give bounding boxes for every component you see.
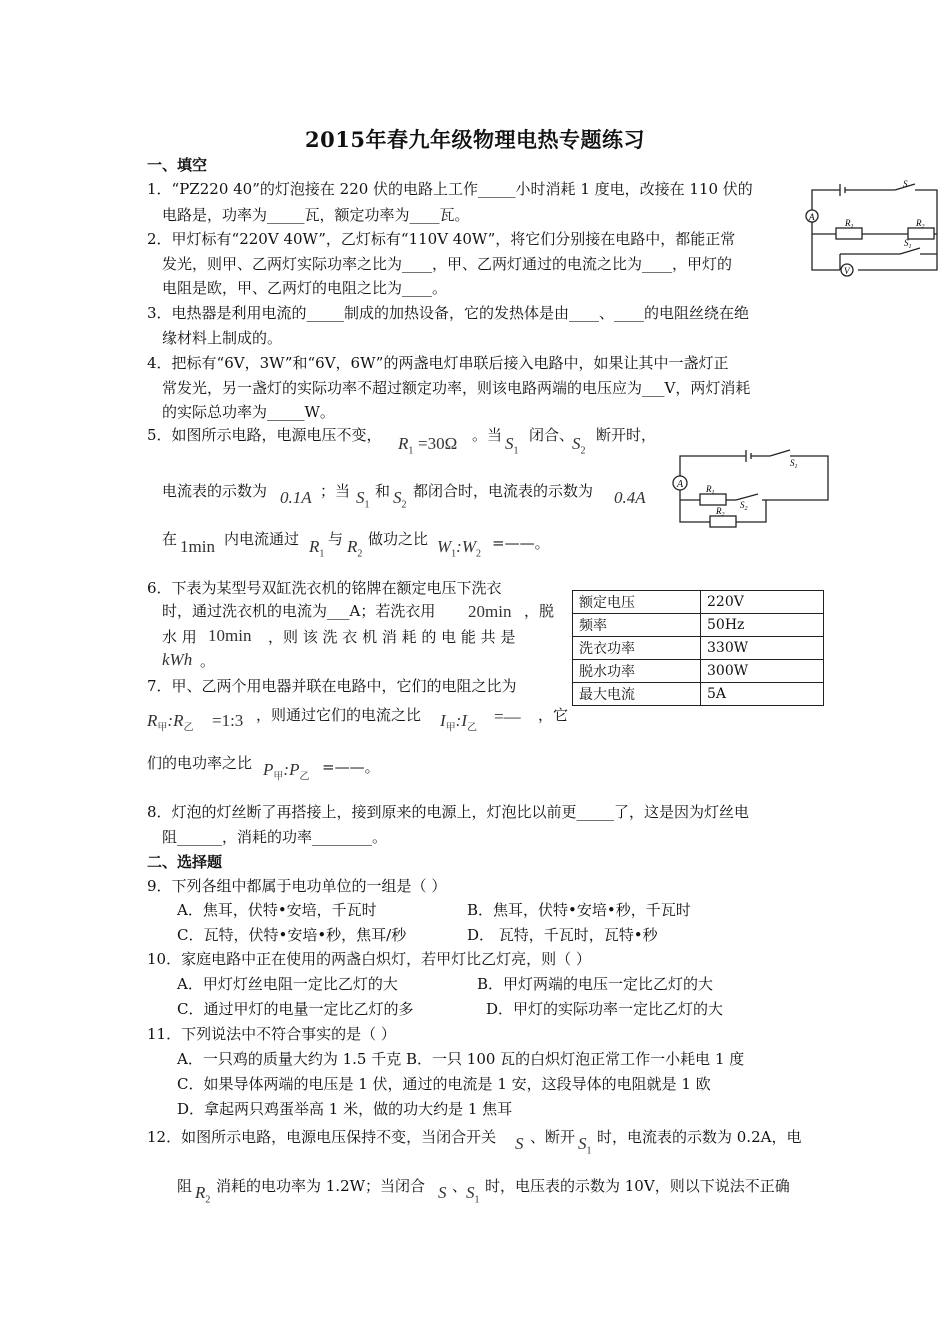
q4-line1: 4．把标有“6V，3W”和“6V，6W”的两盏电灯串联后接入电路中，如果让其中一盏灯正	[147, 354, 729, 372]
switch-s1-label: $S_1$	[904, 238, 912, 250]
q5-text-l: 做功之比	[368, 530, 429, 548]
q5-r1: $R_1$	[398, 434, 414, 457]
q5-r1-value: =30Ω	[418, 434, 458, 453]
ammeter-label-2: A	[677, 479, 684, 490]
spec-row	[573, 614, 824, 637]
q12-text-b: 、断开	[530, 1128, 576, 1146]
q9-stem: 9．下列各组中都属于电功单位的一组是（ ）	[147, 877, 447, 895]
q7-line1: 7．甲、乙两个用电器并联在电路中，它们的电阻之比为	[147, 677, 517, 695]
spec-value: 220V	[701, 591, 824, 614]
q5-r2: $R_2$	[347, 537, 363, 560]
resistor-r2-label: $R_2$	[916, 218, 925, 230]
q11-stem: 11．下列说法中不符合事实的是（ ）	[147, 1025, 396, 1043]
q5-text-d: 断开时，	[596, 426, 657, 444]
q6-line1: 6．下表为某型号双缸洗衣机的铭牌在额定电压下洗衣	[147, 579, 502, 597]
q6-spin-time: 10min	[208, 626, 252, 645]
q8-line1: 8．灯泡的灯丝断了再搭接上，接到原来的电源上，灯泡比以前更_____了，这是因为灯丝电	[147, 803, 750, 821]
q5-text-m: =——。	[492, 534, 550, 552]
spec-label: 额定电压	[573, 591, 701, 614]
spec-row	[573, 660, 824, 683]
q6-line2a: 时，通过洗衣机的电流为___A；若洗衣用	[162, 602, 436, 620]
q2-line1: 2．甲灯标有“220V 40W”，乙灯标有“110V 40W”，将它们分别接在电路中，都能正常	[147, 230, 736, 248]
q5-current2: 0.4A	[614, 488, 646, 507]
q8-line2: 阻______，消耗的功率________。	[162, 828, 388, 846]
q7-power-ratio: $P_甲:P_乙$	[263, 760, 310, 783]
q12-text-c: 时，电流表的示数为 0.2A，电	[597, 1128, 802, 1146]
q5-text-f: ；当	[320, 482, 351, 500]
switch-s2-label-2: $S_2$	[740, 500, 748, 512]
q12-text-d: 阻	[177, 1177, 193, 1195]
q12-s-b: S	[438, 1183, 447, 1202]
spec-value: 5A	[701, 683, 824, 706]
q7-line2: ，则通过它们的电流之比	[256, 706, 422, 724]
q5-current1: 0.1A	[280, 488, 312, 507]
q5-time: 1min	[180, 537, 215, 556]
circuit-diagram-1	[800, 179, 948, 278]
q5-s1b: $S_1$	[356, 488, 370, 511]
q7-power-blank: =——。	[322, 758, 380, 776]
q7-resistance-ratio: $R_甲:R_乙$	[147, 711, 194, 734]
q11-option-c: C．如果导体两端的电压是 1 伏，通过的电流是 1 安，这段导体的电阻就是 1 欧	[177, 1075, 711, 1093]
q5-r1b: $R_1$	[309, 537, 325, 560]
page-title: 2015年春九年级物理电热专题练习	[305, 127, 645, 152]
section-heading-choice: 二、选择题	[147, 853, 223, 871]
spec-value: 50Hz	[701, 614, 824, 637]
q6-line3c: ，则 该 洗 衣 机 消 耗 的 电 能 共 是	[268, 628, 516, 646]
spec-value: 300W	[701, 660, 824, 683]
q11-option-d: D．拿起两只鸡蛋举高 1 米，做的功大约是 1 焦耳	[177, 1100, 513, 1118]
q5-text-h: 都闭合时，电流表的示数为	[413, 482, 594, 500]
q9-option-c: C．瓦特，伏特•安培•秒，焦耳/秒	[177, 926, 407, 944]
q5-text-a: 5．如图所示电路，电源电压不变，	[147, 426, 382, 444]
resistor-r2-label-2: $R_2$	[716, 506, 725, 518]
circuit-diagram-2	[666, 446, 834, 530]
q1-line2: 电路是，功率为_____瓦，额定功率为____瓦。	[162, 206, 470, 224]
q5-s1: $S_1$	[505, 434, 519, 457]
q5-text-i: 在	[162, 530, 178, 548]
q5-s2b: $S_2$	[393, 488, 407, 511]
q2-line2: 发光，则甲、乙两灯实际功率之比为____，甲、乙两灯通过的电流之比为____，甲灯的	[162, 255, 733, 273]
q12-r2: $R_2$	[195, 1183, 211, 1206]
spec-label: 脱水功率	[573, 660, 701, 683]
q7-line3: 们的电功率之比	[147, 754, 253, 772]
q7-current-blank: =—	[494, 707, 521, 726]
switch-s-label: S	[903, 179, 908, 189]
ammeter-label: A	[809, 212, 815, 222]
q10-option-d: D．甲灯的实际功率一定比乙灯的大	[486, 1000, 724, 1018]
q5-text-g: 和	[375, 482, 391, 500]
q1-line1: 1．“PZ220 40”的灯泡接在 220 伏的电路上工作_____小时消耗 1 度电，改接在 110 伏的	[147, 180, 753, 198]
q9-option-d: D． 瓦特，千瓦时，瓦特•秒	[467, 926, 658, 944]
resistor-r1-label: $R_1$	[845, 218, 854, 230]
q5-text-e: 电流表的示数为	[162, 482, 268, 500]
q5-work-ratio: $W_1:W_2$	[437, 537, 482, 560]
q5-text-j: 内电流通过	[224, 530, 300, 548]
switch-s1-label-2: $S_1$	[790, 458, 798, 470]
q10-option-a: A．甲灯灯丝电阻一定比乙灯的大	[177, 975, 398, 993]
q7-ratio-value: =1:3	[212, 711, 244, 730]
voltmeter-label: V	[844, 266, 850, 276]
spec-value: 330W	[701, 637, 824, 660]
q12-text-e: 消耗的电功率为 1.2W；当闭合	[216, 1177, 426, 1195]
q12-text-g: 时，电压表的示数为 10V，则以下说法不正确	[485, 1177, 790, 1195]
q7-line2c: ，它	[538, 706, 569, 724]
q10-stem: 10．家庭电路中正在使用的两盏白炽灯，若甲灯比乙灯亮，则（ ）	[147, 950, 591, 968]
washer-spec-table	[572, 590, 824, 706]
spec-row	[573, 637, 824, 660]
resistor-r1-label-2: $R_1$	[706, 484, 715, 496]
q5-s2: $S_2$	[572, 434, 586, 457]
q6-line2c: ，脱	[524, 602, 555, 620]
q10-option-c: C．通过甲灯的电量一定比乙灯的多	[177, 1000, 414, 1018]
q9-option-b: B．焦耳，伏特•安培•秒，千瓦时	[467, 901, 691, 919]
q4-line2: 常发光，另一盏灯的实际功率不超过额定功率，则该电路两端的电压应为___V，两灯消耗	[162, 379, 751, 397]
q5-text-b: 。当	[472, 426, 503, 444]
q6-wash-time: 20min	[468, 602, 512, 621]
q11-option-ab: A．一只鸡的质量大约为 1.5 千克 B．一只 100 瓦的白炽灯泡正常工作一小耗电 1 度	[177, 1050, 745, 1068]
q4-line3: 的实际总功率为_____W。	[162, 403, 335, 421]
q5-text-c: 闭合、	[529, 426, 575, 444]
q6-unit: kWh	[162, 650, 193, 669]
q6-end: 。	[200, 652, 216, 670]
spec-row	[573, 591, 824, 614]
q12-s1-b: $S_1$	[466, 1183, 480, 1206]
spec-label: 洗衣功率	[573, 637, 701, 660]
spec-row	[573, 683, 824, 706]
q3-line1: 3．电热器是利用电流的_____制成的加热设备，它的发热体是由____、____的电阻丝绕在绝	[147, 304, 750, 322]
q10-option-b: B．甲灯两端的电压一定比乙灯的大	[477, 975, 714, 993]
q3-line2: 缘材料上制成的。	[162, 329, 283, 347]
spec-label: 频率	[573, 614, 701, 637]
q12-s: S	[515, 1134, 524, 1153]
q6-line3a: 水 用	[162, 628, 197, 646]
q5-text-k: 与	[328, 530, 344, 548]
q7-current-ratio: $I_甲:I_乙$	[440, 711, 478, 734]
q12-text-a: 12．如图所示电路，电源电压保持不变，当闭合开关	[147, 1128, 497, 1146]
spec-label: 最大电流	[573, 683, 701, 706]
q9-option-a: A．焦耳，伏特•安培，千瓦时	[177, 901, 377, 919]
section-heading-fill: 一、填空	[147, 156, 208, 174]
q12-text-f: 、	[452, 1177, 468, 1195]
q12-s1: $S_1$	[578, 1134, 592, 1157]
q2-line3: 电阻是欧，甲、乙两灯的电阻之比为____。	[162, 279, 448, 297]
